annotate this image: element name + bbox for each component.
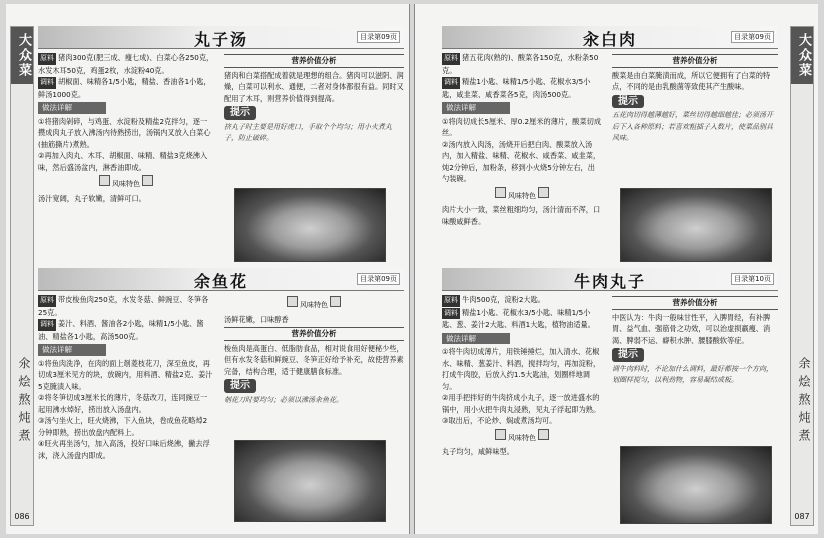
recipe-niurouwanzi xyxy=(442,268,778,530)
step: ③取出后，不论炒、焖或煮汤均可。 xyxy=(442,416,557,425)
flavor-text: 丸子均匀，咸鲜味型。 xyxy=(442,447,514,456)
recipe-title: 余鱼花 xyxy=(193,272,248,291)
recipe-left-column xyxy=(442,52,602,227)
seasonings-text: 精盐1小匙、花椒水3/5小匙、味精1/5小匙、葱、姜汁2大匙、料酒1大匙，植物油适量。 xyxy=(442,307,595,329)
seasonings-tag: 调料 xyxy=(38,77,56,89)
dish-photo xyxy=(620,446,772,524)
seasonings-tag: 调料 xyxy=(442,77,460,89)
recipe-title-bar xyxy=(442,26,778,49)
tip-label: 提示 xyxy=(224,106,256,120)
recipe-title-bar xyxy=(38,26,404,49)
step: ①将鱼肉洗净，在肉的面上剞菱枝花刀，深至鱼皮，再切成3厘米见方的块，放碗内，用料酒、精盐2克、姜汁5克腌渍入味。 xyxy=(38,358,213,391)
tip-text: 五花肉切得越薄越好，菜丝切得越细越佳；必须汤开后下入各种原料；若喜欢粗插子入数片，使菜品别具风味。 xyxy=(612,111,773,142)
seasonings-text: 姜汁、料酒、酱油各2小匙，味精1/5小匙、酱油、精盐各1小匙，高汤500克。 xyxy=(38,319,204,341)
step: ②汤内放入肉汤，汤烧开后把白肉、酸菜放入汤内，加入精盐、味精、花椒水、咸香菜、咸韭菜，炖2分钟后，加粉条，移到小火烧5分钟左右，出勺装碗。 xyxy=(442,139,601,183)
seasonings-tag: 调料 xyxy=(442,308,460,320)
page-gutter xyxy=(409,4,410,534)
recipe-wanzitang xyxy=(38,26,404,264)
nutrition-text: 猪肉和白菜搭配成着就是理想的组合。猪肉可以滋阴、润燥，白菜可以利水、通便，二者对身体都很有益。同时又配用了木耳，则营养价值得到提高。 xyxy=(224,70,404,103)
nutrition-text: 中医认为：牛肉一般味甘性平，入脾胃经，有补脾胃、益气血、强筋骨之功效，可以治虚损羸瘦、消渴、脾弱不运、癖积水肿、腰膝酸软等症。 xyxy=(612,312,771,345)
recipe-right-column xyxy=(224,294,404,406)
tip-text: 剞花刀时要均匀；必须以沸汤汆鱼花。 xyxy=(224,395,343,404)
nutrition-title: 营养价值分析 xyxy=(612,296,778,310)
seasonings-text: 胡椒面、味精各1/5小匙，精盐、香油各1小匙，鲜汤1000克。 xyxy=(38,77,211,99)
nutrition-text: 酸菜是由白菜腌渍而成，所以它便拥有了白菜的特点，不同的是由乳酸菌等致使其产生酸味。 xyxy=(612,70,771,91)
flavor-title: 风味特色 xyxy=(442,429,602,445)
flavor-title: 风味特色 xyxy=(442,187,602,203)
dish-photo xyxy=(234,188,386,262)
step: ④旺火再坐汤勺，加入高汤，投好口味后烧沸，撇去浮沫，浇入汤盘内即成。 xyxy=(38,439,210,460)
ingredients-tag: 原料 xyxy=(38,295,56,307)
method-title: 做法详解 xyxy=(38,102,106,114)
ingredients-text: 猪五花肉(熟的)、酸菜各150克，水粉条50克。 xyxy=(442,53,599,75)
left-side-tab xyxy=(10,26,34,526)
recipe-yuyuhua xyxy=(38,268,404,530)
recipe-right-column xyxy=(612,294,778,387)
index-label: 目录第09页 xyxy=(357,273,400,285)
recipe-right-column xyxy=(612,52,778,145)
nutrition-title: 营养价值分析 xyxy=(224,54,404,68)
seasonings-tag: 调料 xyxy=(38,319,56,331)
ingredients-tag: 原料 xyxy=(442,295,460,307)
step: ②再加入肉丸、木耳、胡椒面、味精、精盐3克烧沸入味，然后盛汤盆内，淋香油即成。 xyxy=(38,151,208,172)
ingredients-text: 猪肉300克(肥三成、瘦七成)、白菜心各250克，水发木耳50克，鸡蛋2枚，水淀粉40克。 xyxy=(38,53,214,75)
index-label: 目录第09页 xyxy=(357,31,400,43)
flavor-text: 汤鲜花嫩，口味醇香 xyxy=(224,314,289,324)
step: ③汤勺坐火上，旺火烧沸，下入鱼块，卷成鱼花略焯2分钟即熟，捞出放盘内配料上。 xyxy=(38,416,208,437)
recipe-title-bar xyxy=(38,268,404,291)
flavor-text: 肉片大小一致，菜丝粗细均匀，汤汁清而不浑，口味酸咸鲜香。 xyxy=(442,205,601,226)
side-cooking-methods: 氽烩熬炖煮 xyxy=(17,357,31,447)
recipe-title: 牛肉丸子 xyxy=(573,272,646,291)
flavor-text: 汤汁宽阔，丸子软嫩，清鲜可口。 xyxy=(38,193,146,203)
step: ②用手把拌好的牛肉挤成小丸子，逐一放进盛水的锅中，用小火把牛肉丸浸熟，见丸子浮起即为熟。 xyxy=(442,393,601,414)
recipe-right-column xyxy=(224,52,404,145)
step: ①将牛肉切成薄片，用铁锤捶烂，加入清水、花椒水、味精、葱姜汁、料酒，搅拌均匀，再加淀粉，打成牛肉胶，后放入约1.5大匙油，划圈样地调匀。 xyxy=(442,347,601,391)
nutrition-title: 营养价值分析 xyxy=(612,54,778,68)
ingredients-tag: 原料 xyxy=(442,53,460,65)
dish-photo xyxy=(620,188,772,262)
side-category: 大众菜 xyxy=(11,27,33,84)
step: ②将冬笋切成3厘米长的薄片，冬菇改刀，连同豌豆一起用沸水焯好，捞出放入汤盘内。 xyxy=(38,393,208,414)
page-number: 086 xyxy=(14,512,30,521)
recipe-title-bar xyxy=(442,268,778,291)
nutrition-text: 梭鱼肉是高蛋白、低脂肪食品，相对说食用好便秘少些，但有水发冬菇和鲜豌豆、冬笋正好给予补充，故使营养素完备，结构合理，适于健康膳食标准。 xyxy=(224,343,404,376)
step: ①将肉切成长5厘米、厚0.2厘米的薄片，酸菜切成丝。 xyxy=(442,116,602,137)
flavor-title: 风味特色 xyxy=(224,296,404,312)
seasonings-text: 精盐1小匙、味精1/5小匙、花椒水3/5小匙，咸韭菜、咸香菜各5克，肉汤500克。 xyxy=(442,77,591,99)
method-title: 做法详解 xyxy=(442,102,510,114)
right-side-tab xyxy=(790,26,814,526)
page-number: 087 xyxy=(794,512,810,521)
tip-text: 挤丸子时主要是用好虎口，手取个个均匀；用小火煮丸子，防止破碎。 xyxy=(224,122,392,142)
recipe-title: 丸子汤 xyxy=(193,30,248,49)
ingredients-tag: 原料 xyxy=(38,53,56,65)
step: ①将猪肉剁碎，与鸡蛋、水淀粉及精盐2克拌匀，逐一攒成肉丸子放入沸汤内待熟捞出，汤锅内叉放入白菜心(抽筋撕片)煮熟。 xyxy=(38,116,211,149)
left-page xyxy=(6,4,410,534)
recipe-title: 汆白肉 xyxy=(582,30,637,49)
tip-text: 调牛肉料时，不论加什么调料，最好都按一个方向，划圈样搅匀，以利劲物，容易凝结成板。 xyxy=(612,364,773,384)
recipe-left-column xyxy=(38,52,214,204)
nutrition-title: 营养价值分析 xyxy=(224,327,404,341)
side-cooking-methods: 余烩熬炖煮 xyxy=(797,357,811,447)
flavor-title: 风味特色 xyxy=(38,175,214,191)
tip-label: 提示 xyxy=(612,95,644,109)
method-title: 做法详解 xyxy=(442,333,510,345)
recipe-left-column xyxy=(442,294,602,458)
tip-label: 提示 xyxy=(224,379,256,393)
recipe-left-column xyxy=(38,294,214,461)
ingredients-text: 牛肉500克，淀粉2大匙。 xyxy=(462,295,545,304)
method-title: 做法详解 xyxy=(38,344,106,356)
right-page xyxy=(414,4,818,534)
recipe-cuanbairou xyxy=(442,26,778,264)
side-category: 大众菜 xyxy=(791,27,813,84)
index-label: 目录第09页 xyxy=(731,31,774,43)
page-gutter xyxy=(414,4,415,534)
ingredients-text: 带皮梭鱼肉250克，水发冬菇、鲜豌豆、冬笋各25克。 xyxy=(38,295,209,317)
dish-photo xyxy=(234,440,386,522)
index-label: 目录第10页 xyxy=(731,273,774,285)
tip-label: 提示 xyxy=(612,348,644,362)
